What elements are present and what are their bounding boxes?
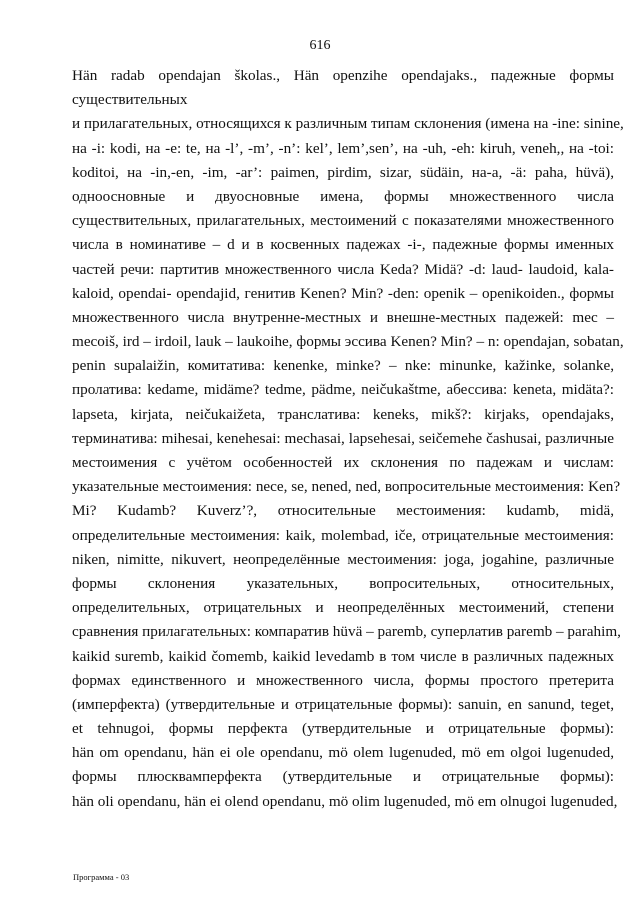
text-line: mecoiš, ird – irdoil, lauk – laukoihe, формы эссива Kenen? Min? – n: opendajan, sobatan, bbox=[72, 333, 624, 351]
text-line: на -i: kodi, на -e: te, на -l’, -m’, -n’: kel’, lem’,sen’, на -uh, -eh: kiruh, veneh,, на -toi: bbox=[72, 139, 614, 157]
text-line: местоимения с учётом особенностей их склонения по падежам и числам: bbox=[72, 454, 614, 471]
text-line: Mi? Kudamb? Kuverz’?, относительные местоимения: kudamb, midä, bbox=[72, 502, 614, 520]
text-line: и прилагательных, относящихся к различным типам склонения (имена на -ine: sinine, bbox=[72, 115, 624, 133]
text-line: множественного числа внутренне-местных и внешне-местных падежей: mec – bbox=[72, 308, 614, 326]
page-footer: Программа - 03 bbox=[73, 872, 130, 882]
text-line: niken, nimitte, nikuvert, неопределённые местоимения: joga, jogahine, различные bbox=[72, 550, 614, 568]
page-body-text bbox=[72, 64, 624, 814]
text-line: определительных, отрицательных и неопределённых местоимений, степени bbox=[72, 599, 614, 617]
text-line: числа в номинативе – d и в косвенных падежах -i-, падежные формы именных bbox=[72, 236, 614, 254]
text-line: lapseta, kirjata, neičukaižeta, транслатива: keneks, mikš?: kirjaks, opendajaks, bbox=[72, 405, 614, 423]
text-line: (имперфекта) (утвердительные и отрицательные формы): sanuin, en sanund, teget, bbox=[72, 695, 614, 713]
text-line: kaloid, opendai- opendajid, генитив Kenen? Min? -den: openik – openikoiden., формы bbox=[72, 284, 614, 302]
text-line: penin supalaižin, комитатива: kenenke, minke? – nke: minunke, kažinke, solanke, bbox=[72, 357, 614, 375]
text-line: пролатива: kedame, midäme? tedme, pädme, neičukaštme, абессива: keneta, midäta?: bbox=[72, 381, 614, 399]
text-line: формах единственного и множественного числа, формы простого претерита bbox=[72, 671, 614, 689]
text-line: формы склонения указательных, вопросительных, относительных, bbox=[72, 574, 614, 592]
text-line: сравнения прилагательных: компаратив hüvä – paremb, суперлатив paremb – parahim, bbox=[72, 623, 621, 641]
text-line: терминатива: mihesai, kenehesai: mechasai, lapsehesai, seičemehe čashusai, различные bbox=[72, 429, 614, 447]
text-line: указательные местоимения: nece, se, nened, ned, вопросительные местоимения: Ken? bbox=[72, 478, 621, 496]
text-line: Hän radab opendajan školas., Hän openzihe opendajaks., падежные формы bbox=[72, 67, 614, 84]
text-line: koditoi, на -in,-en, -im, -ar’: paimen, pirdim, sizar, südäin, на-a, -ä: paha, hüvä), bbox=[72, 163, 614, 181]
text-line: et tehnugoi, формы перфекта (утвердительные и отрицательные формы): bbox=[72, 720, 614, 738]
text-line: kaikid suremb, kaikid čomemb, kaikid levedamb в том числе в различных падежных bbox=[72, 647, 614, 665]
text-line: hän oli opendanu, hän ei olend opendanu, mö olim lugenuded, mö em olnugoi lugenuded, bbox=[72, 792, 618, 810]
text-line: формы плюсквамперфекта (утвердительные и отрицательные формы): bbox=[72, 768, 614, 786]
text-line: частей речи: партитив множественного числа Keda? Midä? -d: laud- laudoid, kala- bbox=[72, 260, 614, 278]
text-line: существительных bbox=[72, 91, 188, 109]
text-line: определительные местоимения: kaik, molembad, iče, отрицательные местоимения: bbox=[72, 526, 614, 544]
text-line: существительных, прилагательных, местоимений с показателями множественного bbox=[72, 212, 614, 230]
page-number: 616 bbox=[309, 38, 331, 53]
text-line: одноосновные и двуосновные имена, формы множественного числа bbox=[72, 187, 614, 205]
text-line: hän om opendanu, hän ei ole opendanu, mö olem lugenuded, mö em olgoi lugenuded, bbox=[72, 744, 614, 762]
